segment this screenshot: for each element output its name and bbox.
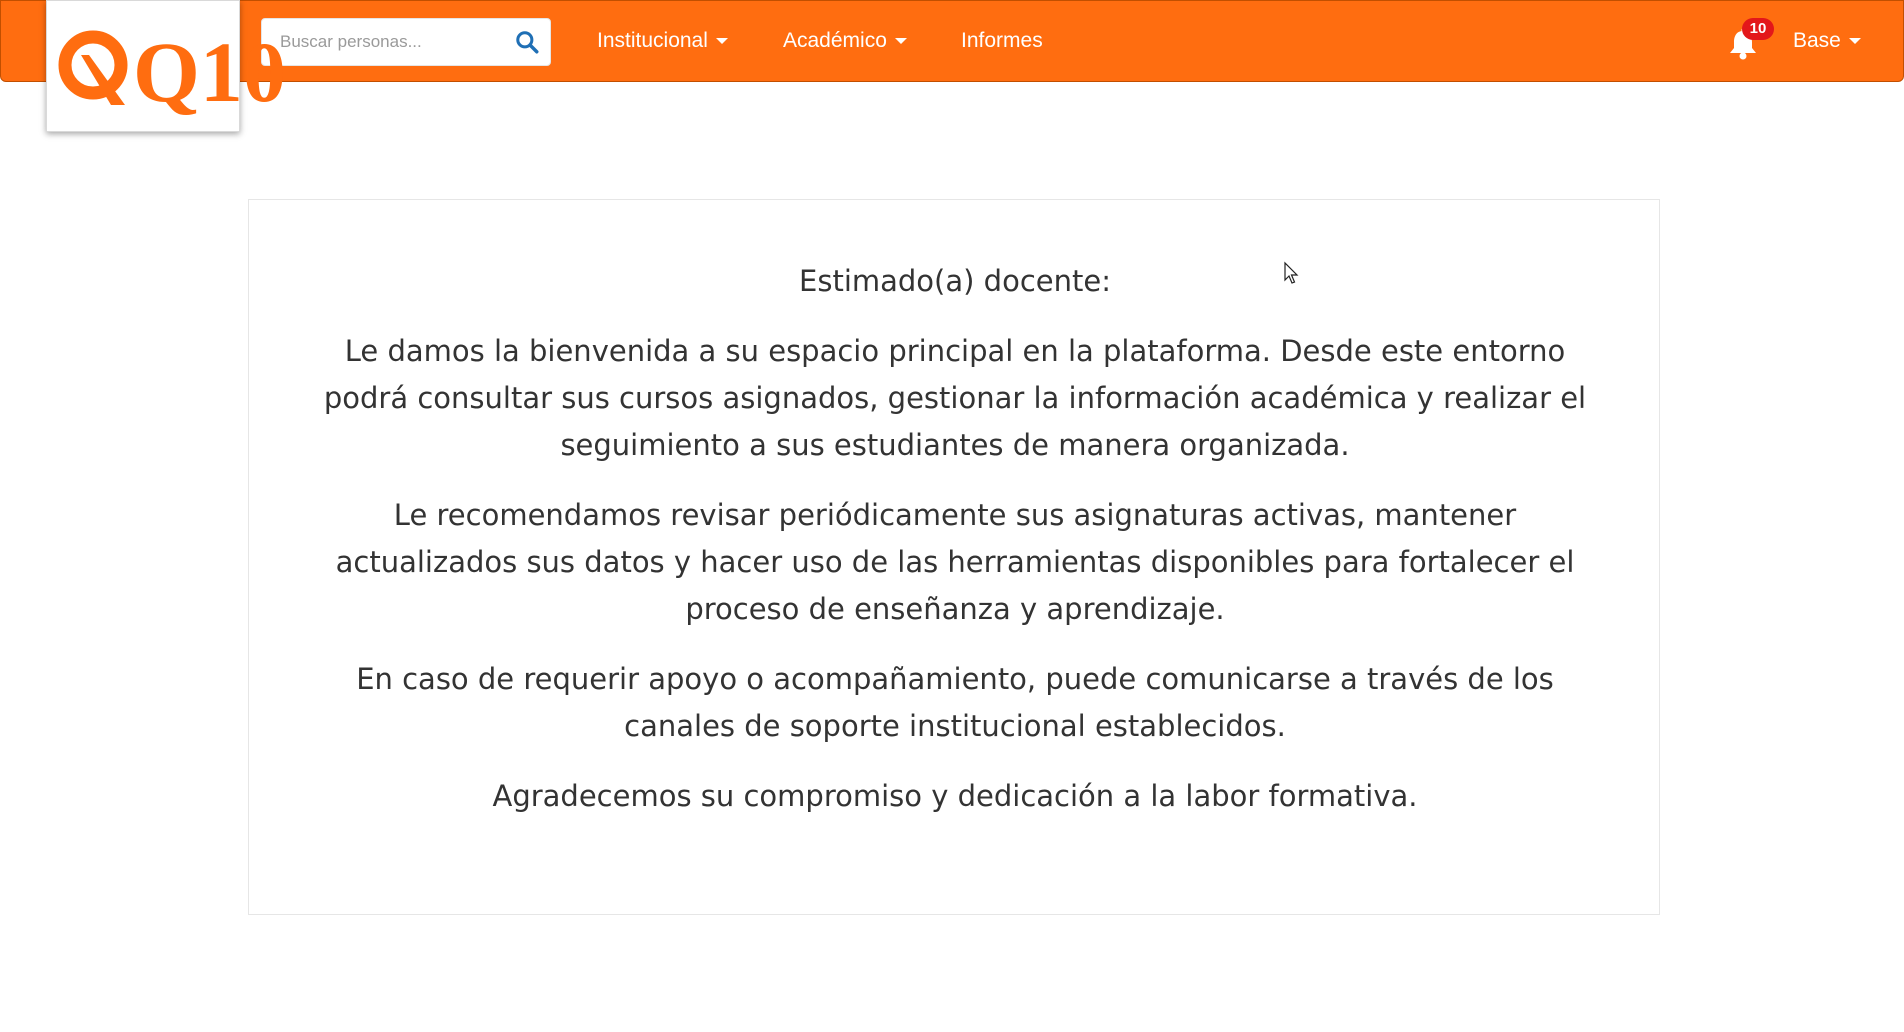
welcome-paragraph: Agradecemos su compromiso y dedicación a la labor formativa. bbox=[492, 779, 1418, 813]
welcome-card bbox=[248, 199, 1660, 915]
caret-down-icon bbox=[716, 38, 728, 44]
welcome-greeting: Estimado(a) docente: bbox=[799, 264, 1111, 298]
nav-informes-label: Informes bbox=[961, 29, 1043, 52]
user-menu-base[interactable] bbox=[1793, 26, 1861, 56]
nav-academico-label: Académico bbox=[783, 29, 887, 52]
nav-informes-link[interactable] bbox=[961, 26, 1043, 56]
welcome-paragraph: Le recomendamos revisar periódicamente sus asignaturas activas, mantener actualizados sus datos y hacer uso de las herramientas disponibles para fortalecer el proceso de enseñanza y aprendizaje. bbox=[335, 498, 1575, 626]
q10-logo-text: Q10 bbox=[133, 24, 286, 120]
search-box bbox=[261, 18, 551, 66]
notification-count-badge: 10 bbox=[1742, 18, 1774, 40]
user-menu-label: Base bbox=[1793, 29, 1841, 52]
welcome-paragraph: Le damos la bienvenida a su espacio principal en la plataforma. Desde este entorno podrá consultar sus cursos asignados, gestionar la información académica y realizar el seguimiento a sus estudiantes de manera organizada. bbox=[323, 334, 1587, 462]
q10-logo[interactable] bbox=[46, 0, 286, 132]
nav-institucional-label: Institucional bbox=[597, 29, 708, 52]
search-icon[interactable] bbox=[514, 29, 540, 55]
nav-institucional-menu[interactable] bbox=[597, 26, 728, 56]
caret-down-icon bbox=[1849, 38, 1861, 44]
welcome-message bbox=[321, 258, 1589, 843]
search-input[interactable] bbox=[278, 31, 514, 53]
mouse-pointer-icon bbox=[1284, 262, 1300, 286]
q10-logo-mark bbox=[55, 21, 286, 120]
nav-academico-menu[interactable] bbox=[783, 26, 907, 56]
caret-down-icon bbox=[895, 38, 907, 44]
welcome-paragraph: En caso de requerir apoyo o acompañamiento, puede comunicarse a través de los canales de soporte institucional establecidos. bbox=[356, 662, 1554, 743]
